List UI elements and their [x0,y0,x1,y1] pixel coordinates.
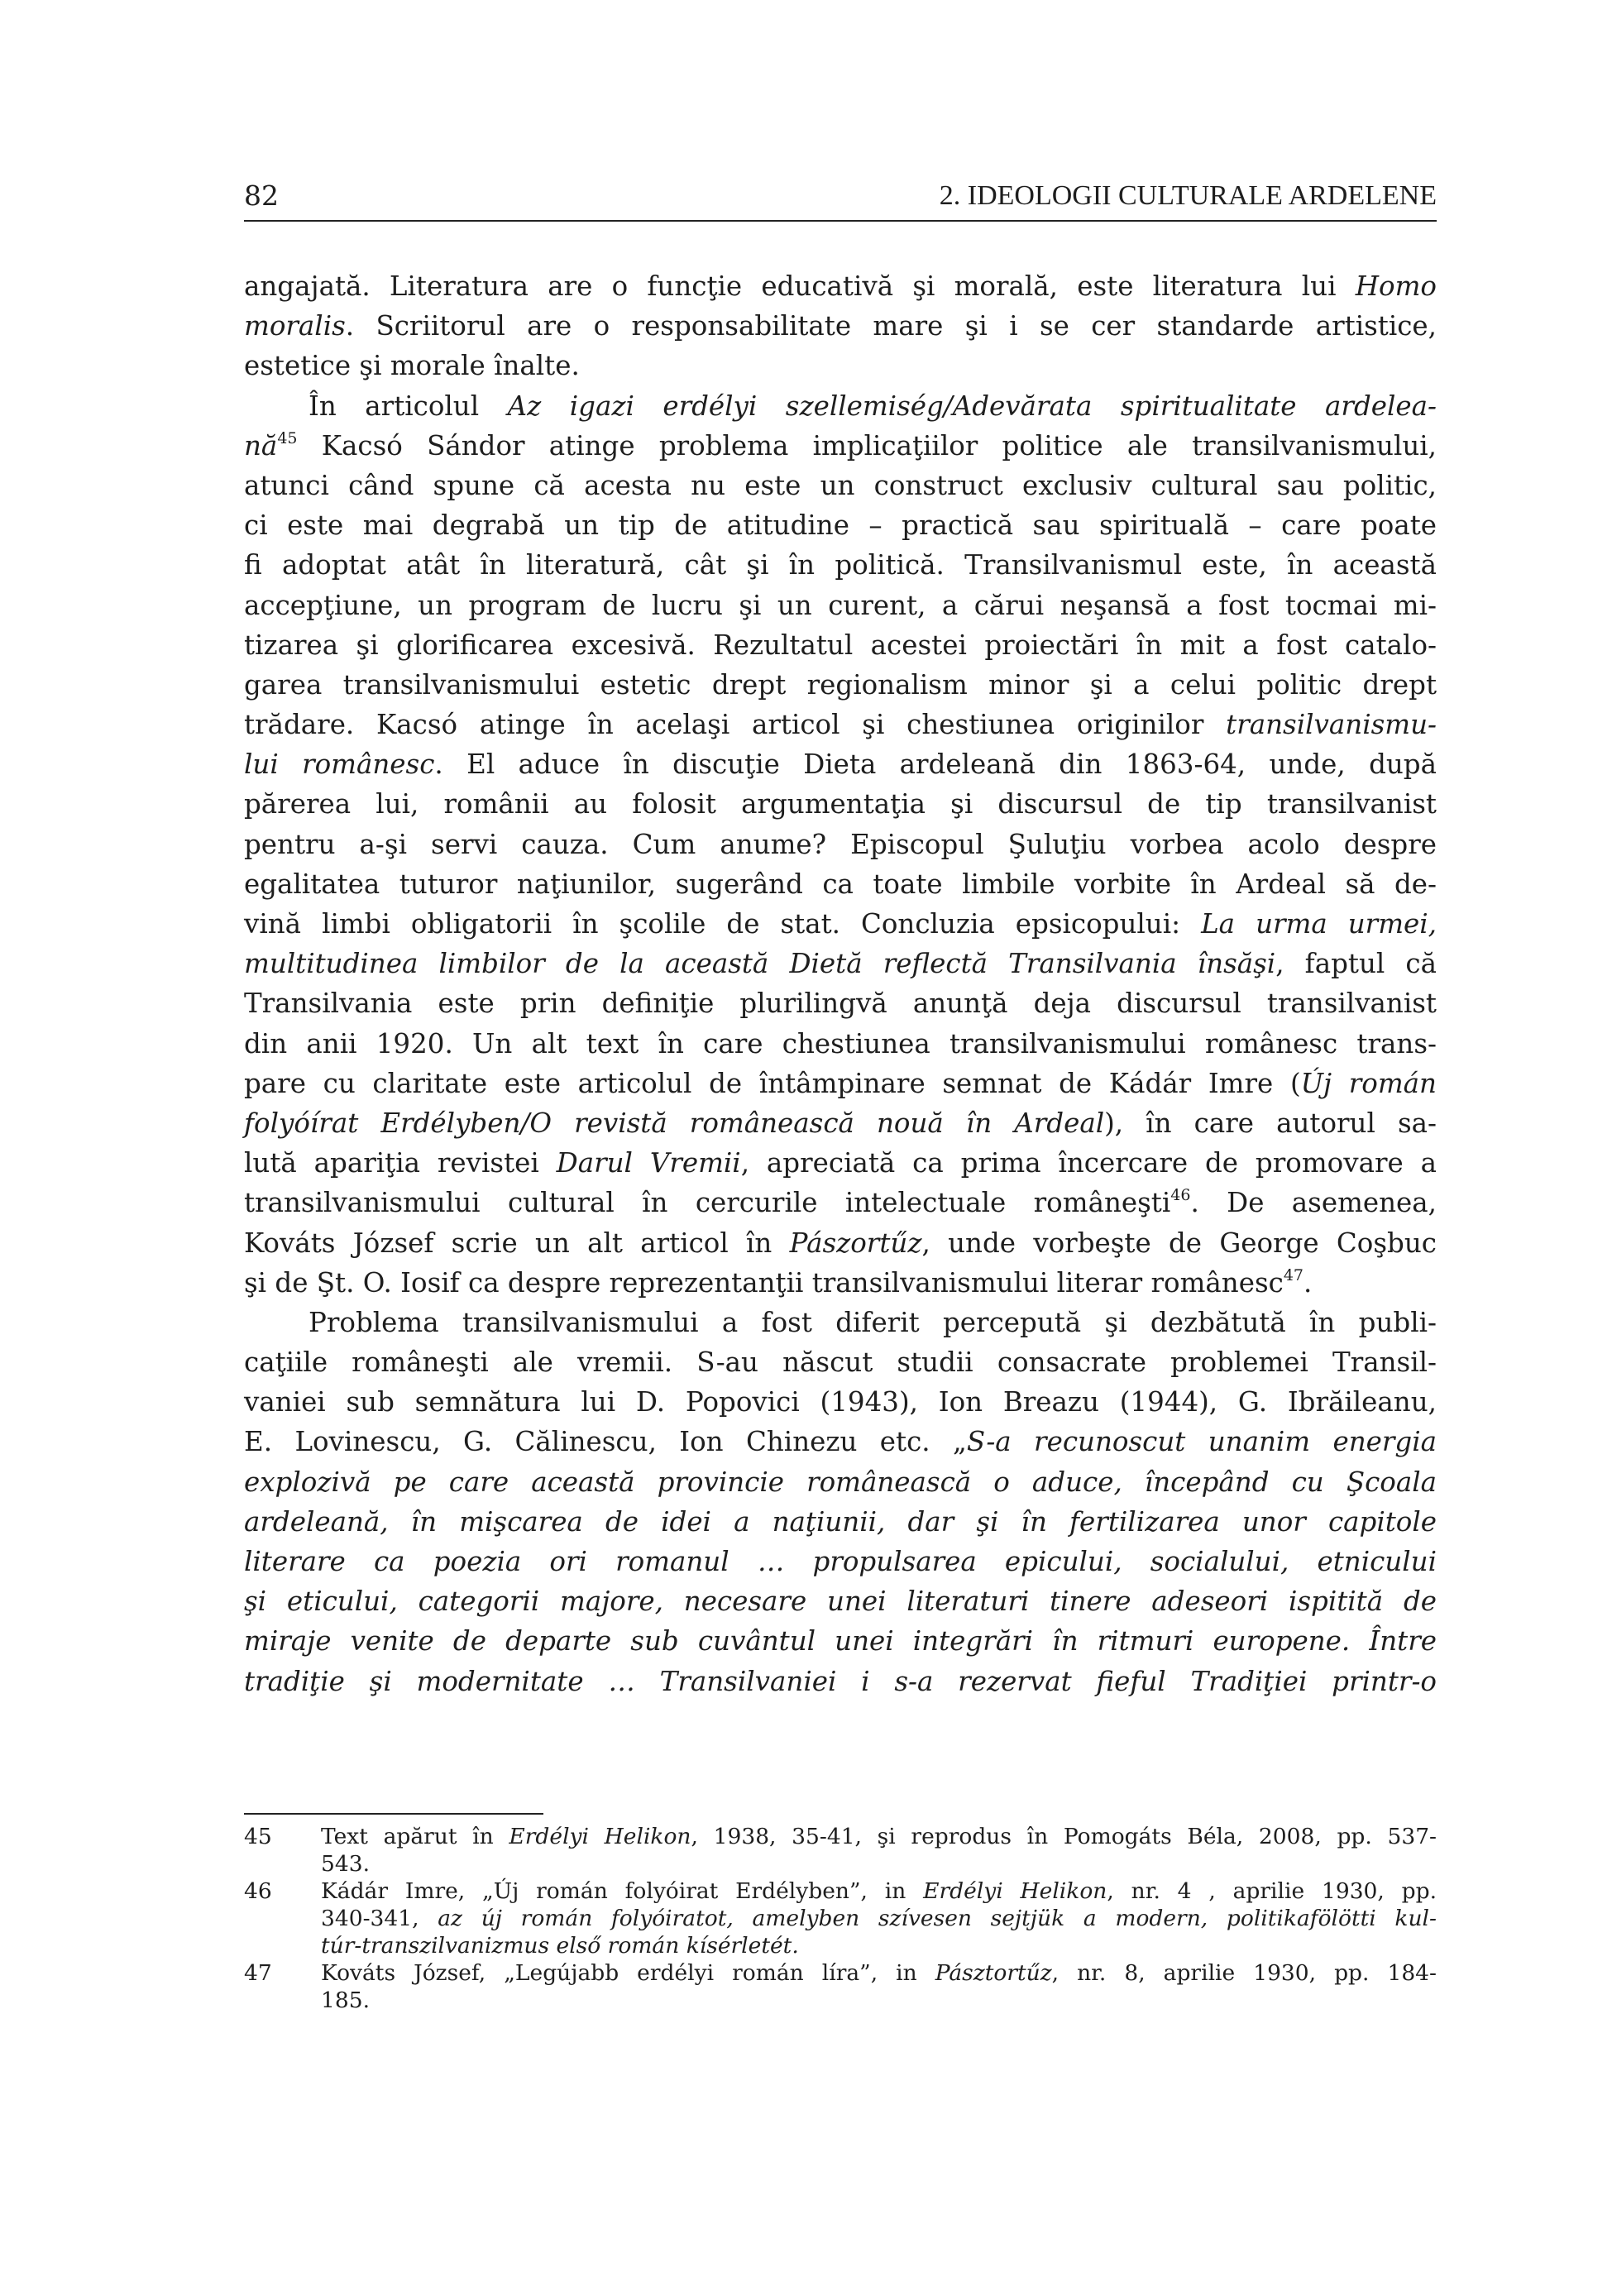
text-segment: din anii 1920. Un alt text în care chestiunea transilvanismului românesc trans- [244,1027,1437,1060]
text-line [244,1382,1437,1422]
text-segment: , nr. 8, aprilie 1930, pp. 184- [1051,1960,1437,1986]
footnote-line [321,1877,1437,1905]
italic-text: túr-transzilvanizmus első román kísérletét. [321,1933,799,1959]
text-line [244,1342,1437,1382]
text-segment: Kacsó Sándor atinge problema implicaţiilor politice ale transilvanismului, [297,429,1437,462]
text-line [244,1621,1437,1661]
text-line [244,346,1437,385]
text-segment: pentru a-şi servi cauza. Cum anume? Episcopul Şuluţiu vorbea acolo despre [244,828,1437,860]
text-line [244,1502,1437,1542]
text-segment: Kádár Imre, „Új román folyóirat Erdélyben”, in [321,1878,924,1904]
text-line [244,1462,1437,1502]
italic-text: explozivă pe care această provincie românească o aduce, începând cu Şcoala [244,1466,1437,1498]
text-line [244,1143,1437,1183]
text-line [244,1303,1437,1342]
text-segment: egalitatea tuturor naţiunilor, sugerând ca toate limbile vorbite în Ardeal să de- [244,868,1437,900]
italic-text: Erdélyi Helikon [923,1878,1107,1904]
text-segment: , apreciată ca prima încercare de promovare a [740,1147,1437,1179]
text-segment: fi adoptat atât în literatură, cât şi în politică. Transilvanismul este, în această [244,549,1437,581]
text-segment: garea transilvanismului estetic drept regionalism minor şi a celui politic drept [244,668,1437,701]
text-line [244,386,1437,426]
footnotes [244,1823,1437,2014]
footnote-text [321,1823,1437,1877]
text-segment: , unde vorbeşte de George Coşbuc [921,1227,1437,1259]
italic-text: folyóírat Erdélyben/O revistă românească nouă în Ardeal [244,1107,1105,1139]
footnote-47 [244,1959,1437,2014]
text-line [244,665,1437,705]
italic-text: Pászortűz [789,1227,922,1259]
footnote-line [321,1823,1437,1850]
italic-text: Az igazi erdélyi szellemiség/Adevărata spiritualitate ardelea- [507,390,1437,422]
text-segment: transilvanismului cultural în cercurile intelectuale româneşti [244,1187,1171,1219]
italic-text: moralis [244,310,346,342]
footnote-number: 47 [244,1960,272,1986]
text-segment: pare cu claritate este articolul de întâmpinare semnat de Kádár Imre ( [244,1067,1301,1099]
text-segment: atunci când spune că acesta nu este un construct exclusiv cultural sau politic, [244,469,1437,501]
text-segment: . El aduce în discuţie Dieta ardeleană din 1863-64, unde, după [434,749,1437,781]
text-segment: În articolul [309,390,508,422]
footnote-text [321,1959,1437,2014]
italic-text: nă [244,429,278,462]
text-segment: estetice şi morale înalte. [244,350,580,382]
text-segment: Kováts József, „Legújabb erdélyi román líra”, in [321,1960,935,1986]
footnote-line [321,1932,1437,1959]
text-line [244,1581,1437,1621]
text-line [244,983,1437,1023]
italic-text: S-a recunoscut unanim energia [966,1426,1437,1458]
text-segment: trădare. Kacsó atinge în acelaşi articol şi chestiunea originilor [244,709,1227,741]
text-line [244,505,1437,545]
text-segment: , faptul că [1275,948,1437,980]
text-line [244,1542,1437,1581]
italic-text: multitudinea limbilor de la această Dietă reflectă Transilvania însăşi [244,948,1276,980]
italic-text: Pásztortűz [935,1960,1052,1986]
footnote-line [321,1850,1437,1877]
italic-text: literare ca poezia ori romanul … propulsarea epicului, socialului, etnicului [244,1546,1437,1577]
text-segment: caţiile româneşti ale vremii. S-au născut studii consacrate problemei Transil- [244,1347,1437,1379]
text-line [244,1223,1437,1263]
text-line [244,1422,1437,1461]
text-segment: , nr. 4 , aprilie 1930, pp. [1107,1878,1437,1904]
text-line [244,625,1437,665]
footnote-line [321,1959,1437,1987]
text-segment: . Scriitorul are o responsabilitate mare şi i se cer standarde artistice, [345,310,1437,342]
text-line [244,944,1437,983]
text-segment: 340-341, [321,1906,438,1931]
running-header [244,175,1437,217]
text-segment: angajată. Literatura are o funcţie educativă şi morală, este literatura lui [244,270,1356,302]
text-segment: vină limbi obligatorii în şcolile de stat. Concluzia epsicopului: [244,908,1202,940]
italic-text: Erdélyi Helikon [509,1824,691,1849]
text-segment: 543. [321,1851,371,1877]
text-segment: . [1303,1266,1313,1299]
italic-text: Darul Vremii [556,1147,741,1179]
text-segment: Transilvania este prin definiţie plurilingvă anunţă deja discursul transilvanist [244,988,1437,1020]
text-line [244,784,1437,824]
footnote-reference[interactable]: 45 [277,428,298,447]
italic-text: tradiţie şi modernitate … Transilvaniei i s-a rezervat fieful Tradiţiei printr-o [244,1665,1437,1697]
footnote-reference[interactable]: 46 [1170,1186,1191,1205]
text-segment: Kováts József scrie un alt articol în [244,1227,790,1259]
footnote-line [321,1905,1437,1932]
text-segment: E. Lovinescu, G. Călinescu, Ion Chinezu etc. „ [244,1426,967,1458]
footnote-46 [244,1877,1437,1959]
text-line [244,266,1437,306]
text-segment: şi de Şt. O. Iosif ca despre reprezentanţii transilvanismului literar românesc [244,1266,1284,1299]
text-line [244,545,1437,585]
text-segment: Text apărut în [321,1824,509,1849]
body-text [244,266,1437,1701]
italic-text: Homo [1355,270,1437,302]
footnote-text [321,1877,1437,1959]
text-segment: tizarea şi glorificarea excesivă. Rezultatul acestei proiectări în mit a fost catalo- [244,629,1437,661]
text-line [244,864,1437,904]
text-line [244,904,1437,944]
page-number: 82 [244,179,279,212]
text-segment: părerea lui, românii au folosit argumentaţia şi discursul de tip transilvanist [244,788,1437,820]
text-segment: ), în care autorul sa- [1104,1107,1437,1139]
text-line [244,705,1437,744]
text-segment: accepţiune, un program de lucru şi un curent, a cărui neşansă a fost tocmai mi- [244,589,1437,621]
text-line [244,744,1437,784]
text-line [244,1024,1437,1064]
italic-text: Új román [1300,1067,1437,1099]
text-line [244,1662,1437,1701]
text-segment: . De asemenea, [1190,1187,1437,1219]
text-line [244,466,1437,505]
italic-text: transilvanismu- [1226,709,1437,741]
footnote-line [321,1987,1437,2014]
text-line [244,1183,1437,1222]
italic-text: La urma urmei, [1201,908,1437,940]
footnote-number: 45 [244,1824,272,1849]
text-segment: ci este mai degrabă un tip de atitudine – practică sau spirituală – care poate [244,509,1437,542]
text-line [244,1263,1437,1303]
italic-text: miraje venite de departe sub cuvântul unei integrări în ritmuri europene. Între [244,1625,1437,1657]
text-segment: vaniei sub semnătura lui D. Popovici (1943), Ion Breazu (1944), G. Ibrăileanu, [244,1386,1437,1418]
text-line [244,426,1437,466]
text-segment: , 1938, 35-41, şi reprodus în Pomogáts Béla, 2008, pp. 537- [691,1824,1437,1849]
text-line [244,1064,1437,1103]
footnote-separator [244,1813,543,1815]
footnote-45 [244,1823,1437,1877]
header-rule [244,220,1437,222]
italic-text: ardeleană, în mişcarea de idei a naţiunii, dar şi în fertilizarea unor capitole [244,1505,1437,1538]
text-line [244,825,1437,864]
italic-text: az új román folyóiratot, amelyben szívesen sejtjük a modern, politikafölötti kul- [438,1906,1437,1931]
text-segment: 185. [321,1987,371,2013]
chapter-title: 2. IDEOLOGII CULTURALE ARDELENE [939,180,1437,211]
italic-text: şi eticului, categorii majore, necesare unei literaturi tinere adeseori ispitită de [244,1586,1437,1618]
text-segment: lută apariţia revistei [244,1147,557,1179]
footnote-reference[interactable]: 47 [1283,1265,1304,1284]
text-segment: Problema transilvanismului a fost diferit percepută şi dezbătută în publi- [309,1306,1437,1338]
footnote-number: 46 [244,1878,272,1904]
text-line [244,1103,1437,1143]
italic-text: lui românesc [244,749,435,781]
text-line [244,586,1437,625]
text-line [244,306,1437,346]
